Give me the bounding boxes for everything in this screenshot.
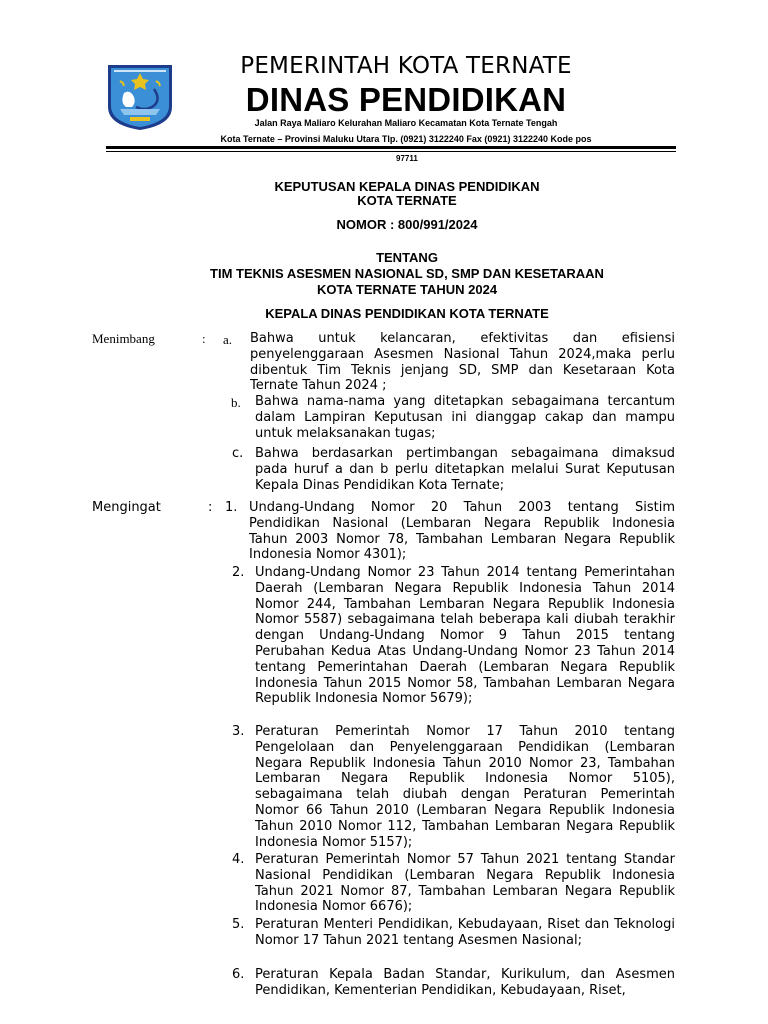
menimbang-marker-c: c. — [232, 446, 244, 461]
mengingat-item-2: Undang-Undang Nomor 23 Tahun 2014 tentang Pemerintahan Daerah (Lembaran Negara Republik Indonesia Tahun 2014 Nomor 244, Tambahan Lembaran Negara Republik Indonesia Nomor 5587) sebagaimana telah beberapa kali diubah terakhir dengan Undang-Undang Nomor 9 Tahun 2015 tentang Perubahan Kedua Atas Undang-Undang Nomor 23 Tahun 2014 tentang Pemerintahan Daerah (Lembaran Negara Republik Indonesia Tahun 2015 Nomor 58, Tambahan Lembaran Negara Republik Indonesia Nomor 5679); — [255, 565, 675, 707]
mengingat-label: Mengingat — [92, 500, 161, 515]
decree-subject-line2: KOTA TERNATE TAHUN 2024 — [316, 282, 498, 297]
mengingat-marker-1: 1. — [225, 500, 238, 515]
decree-title-line1: KEPUTUSAN KEPALA DINAS PENDIDIKAN — [274, 179, 540, 194]
menimbang-item-c: Bahwa berdasarkan pertimbangan sebagaimana dimaksud pada huruf a dan b perlu ditetapkan melalui Surat Keputusan Kepala Dinas Pendidikan Kota Ternate; — [255, 446, 675, 493]
mengingat-item-3: Peraturan Pemerintah Nomor 17 Tahun 2010 tentang Pengelolaan dan Penyelenggaraan Pendidikan (Lembaran Negara Republik Indonesia Tahun 2010 Nomor 23, Tambahan Lembaran Negara Republik Indonesia Nomor 5105), sebagaimana telah diubah dengan Peraturan Pemerintah Nomor 66 Tahun 2010 (Lembaran Negara Republik Indonesia Tahun 2010 Nomor 112, Tambahan Lembaran Negara Republik Indonesia Nomor 5157); — [255, 724, 675, 850]
header-address-line2: Kota Ternate – Provinsi Maluku Utara Tlp. (0921) 3122240 Fax (0921) 3122240 Kode pos — [220, 134, 592, 144]
decree-title-line2: KOTA TERNATE — [357, 193, 457, 208]
menimbang-colon: : — [202, 331, 206, 346]
mengingat-marker-5: 5. — [232, 917, 245, 932]
mengingat-item-1: Undang-Undang Nomor 20 Tahun 2003 tentang Sistim Pendidikan Nasional (Lembaran Negara Republik Indonesia Tahun 2003 Nomor 78, Tambahan Lembaran Negara Republik Indonesia Nomor 4301); — [249, 500, 675, 563]
header-org-name: PEMERINTAH KOTA TERNATE — [240, 53, 572, 79]
mengingat-colon: : — [208, 500, 213, 515]
mengingat-marker-2: 2. — [232, 565, 245, 580]
menimbang-marker-a: a. — [223, 332, 233, 347]
mengingat-item-5: Peraturan Menteri Pendidikan, Kebudayaan, Riset dan Teknologi Nomor 17 Tahun 2021 tentang Asesmen Nasional; — [255, 917, 675, 948]
mengingat-marker-3: 3. — [232, 724, 245, 739]
decree-subject-line1: TIM TEKNIS ASESMEN NASIONAL SD, SMP DAN KESETARAAN — [210, 266, 604, 281]
menimbang-marker-b: b. — [231, 395, 241, 410]
decree-number: NOMOR : 800/991/2024 — [336, 217, 478, 232]
header-department-name: DINAS PENDIDIKAN — [245, 81, 567, 118]
mengingat-item-6: Peraturan Kepala Badan Standar, Kurikulum, dan Asesmen Pendidikan, Kementerian Pendidikan, Kebudayaan, Riset, — [255, 967, 675, 998]
menimbang-item-b: Bahwa nama-nama yang ditetapkan sebagaimana tercantum dalam Lampiran Keputusan ini dianggap cakap dan mampu untuk melaksanakan tugas; — [255, 394, 675, 441]
mengingat-marker-6: 6. — [232, 967, 245, 982]
letterhead-thin-rule — [106, 151, 676, 152]
mengingat-marker-4: 4. — [232, 852, 245, 867]
decree-official-title: KEPALA DINAS PENDIDIKAN KOTA TERNATE — [265, 306, 549, 321]
menimbang-item-a: Bahwa untuk kelancaran, efektivitas dan efisiensi penyelenggaraan Asesmen Nasional Tahun 2024,maka perlu dibentuk Tim Teknis jenjang SD, SMP dan Kesetaraan Kota Ternate Tahun 2024 ; — [250, 331, 675, 394]
menimbang-label: Menimbang — [92, 331, 155, 346]
header-address-line1: Jalan Raya Maliaro Kelurahan Maliaro Kecamatan Kota Ternate Tengah — [254, 118, 558, 128]
header-postal-code: 97711 — [396, 154, 418, 163]
mengingat-item-4: Peraturan Pemerintah Nomor 57 Tahun 2021 tentang Standar Nasional Pendidikan (Lembaran Negara Republik Indonesia Tahun 2021 Nomor 87, Tambahan Lembaran Negara Republik Indonesia Nomor 6676); — [255, 852, 675, 915]
letterhead-thick-rule — [106, 146, 676, 149]
decree-about-label: TENTANG — [376, 250, 438, 265]
